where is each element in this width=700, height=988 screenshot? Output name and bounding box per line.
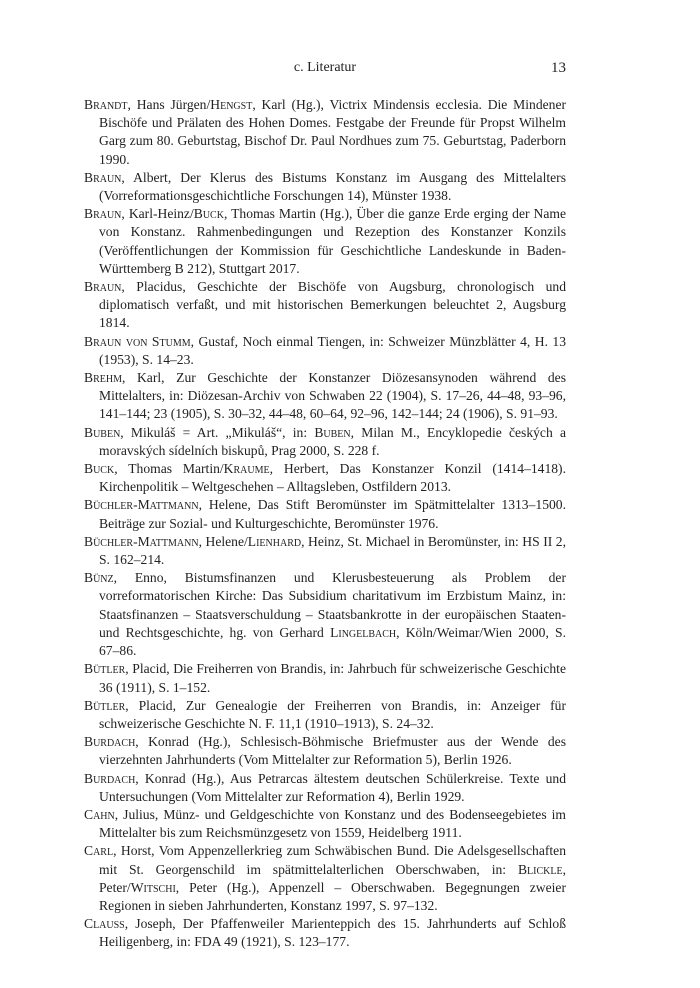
entry-author: Braun <box>84 206 122 222</box>
entry-coauthor: Buck <box>193 206 224 222</box>
entry-text: , Karl (Hg.), Victrix Mindensis ecclesia. Die Mindener Bischöfe und Prälaten des Hohen Domes. Festgabe der Freunde für Propst Wilhelm Garg zum 80. Geburtstag, Bischof Dr. Paul Nordhues zum 75. Geburtstag, Paderborn 1990. <box>99 97 567 167</box>
bibliography-entry <box>84 533 566 569</box>
entry-text: , Peter (Hg.), Appenzell – Oberschwaben. Begegnungen zweier Regionen in sieben Jahrhunderten, Konstanz 1997, S. 97–132. <box>99 879 566 913</box>
bibliography-entry <box>84 770 566 806</box>
bibliography-entry <box>84 496 566 532</box>
entry-coauthor: Witschi <box>130 879 176 895</box>
bibliography-entry <box>84 278 566 333</box>
entry-text: , Helene, Das Stift Beromünster im Spätmittelalter 1313–1500. Beiträge zur Sozial- und Kulturgeschichte, Beromünster 1976. <box>99 497 566 531</box>
bibliography-entry <box>84 733 566 769</box>
entry-text: , Hans Jürgen/ <box>127 97 211 112</box>
entry-text: , Mikuláš = Art. „Mikuláš“, in: <box>120 424 315 440</box>
entry-text: , Placid, Die Freiherren von Brandis, in: Jahrbuch für schweizerische Geschichte 36 (1911), S. 1–152. <box>99 661 566 695</box>
bibliography-entry <box>84 569 566 660</box>
entry-text: , Konrad (Hg.), Schlesisch-Böhmische Briefmuster aus der Wende des vierzehnten Jahrhunderts (Vom Mittelalter zur Reformation 5), Berlin 1926. <box>99 734 566 768</box>
bibliography-entry <box>84 660 566 696</box>
running-head <box>84 60 566 80</box>
entry-author: Buck <box>84 461 115 477</box>
entry-text: , Gustaf, Noch einmal Tiengen, in: Schweizer Münzblätter 4, H. 13 (1953), S. 14–23. <box>99 333 566 367</box>
bibliography-entry <box>84 96 566 169</box>
entry-text: , Enno, Bistumsfinanzen und Klerusbesteuerung als Problem der vorreformatorischen Kirche: Das Subsidium charitativum im Erzbistum Mainz, in: Staatsfinanzen – Staatsverschuldung – Staatsbankrotte in der europäischen Staaten- und Rechtsgeschichte, hg. von Gerhard <box>99 570 566 640</box>
entry-text: , Peter/ <box>99 861 566 895</box>
entry-author: Bütler <box>84 661 126 677</box>
entry-text: , Thomas Martin/ <box>114 461 224 477</box>
entry-author: Burdach <box>84 734 136 750</box>
bibliography-entry <box>84 205 566 278</box>
entry-text: , Herbert, Das Konstanzer Konzil (1414–1418). Kirchenpolitik – Weltgeschehen – Alltagsleben, Ostfildern 2013. <box>99 461 566 495</box>
entry-author: Carl <box>84 843 114 859</box>
entry-text: , Joseph, Der Pfaffenweiler Marienteppich des 15. Jahrhunderts auf Schloß Heiligenberg, in: FDA 49 (1921), S. 123–177. <box>99 916 566 950</box>
entry-coauthor: Buben <box>314 424 351 440</box>
entry-author: Braun von Stumm <box>84 333 191 349</box>
entry-author: Braun <box>84 169 122 185</box>
running-title: c. Literatur <box>293 60 357 75</box>
bibliography-entry <box>84 806 566 842</box>
entry-text: , Horst, Vom Appenzellerkrieg zum Schwäbischen Bund. Die Adelsgesellschaften mit St. Georgenschild im spätmittelalterlichen Oberschwaben, in: <box>99 843 566 877</box>
bibliography-entry <box>84 842 566 915</box>
entry-author: Büchler-Mattmann <box>84 497 199 513</box>
entry-author: Brehm <box>84 370 122 386</box>
page-number: 13 <box>551 60 566 76</box>
bibliography-entry <box>84 169 566 205</box>
entry-author: Cahn <box>84 806 115 822</box>
entry-author: Büchler-Mattmann <box>84 533 199 549</box>
entry-text: , Karl-Heinz/ <box>121 206 194 222</box>
entry-coauthor: Kraume <box>223 461 270 477</box>
entry-text: , Heinz, St. Michael in Beromünster, in: HS II 2, S. 162–214. <box>99 533 566 568</box>
bibliography-entry <box>84 915 566 951</box>
entry-text: , Karl, Zur Geschichte der Konstanzer Diözesansynoden während des Mittelalters, in: Diözesan-Archiv von Schwaben 22 (1904), S. 17–26, 44–48, 93–96, 141–144; 23 (1905), S. 30–32, 44–48, 60–64, 92–96, 142–144; 24 (1906), S. 91–93. <box>99 370 566 422</box>
entry-text: , Helene/ <box>198 533 248 549</box>
bibliography-entry <box>84 424 566 460</box>
bibliography-entry <box>84 460 566 496</box>
entry-author: Brandt <box>84 97 128 112</box>
entry-author: Bünz <box>84 570 114 586</box>
entry-author: Clauss <box>84 916 125 932</box>
entry-author: Bütler <box>84 697 126 713</box>
entry-text: , Konrad (Hg.), Aus Petrarcas ältestem deutschen Schülerkreise. Texte und Untersuchungen (Vom Mittelalter zur Reformation 4), Berlin 1929. <box>99 770 566 804</box>
entry-text: , Placid, Zur Genealogie der Freiherren von Brandis, in: Anzeiger für schweizerische Geschichte N. F. 11,1 (1910–1913), S. 24–32. <box>99 697 566 731</box>
entry-text: , Albert, Der Klerus des Bistums Konstanz im Ausgang des Mittelalters (Vorreformationsgeschichtliche Forschungen 14), Münster 1938. <box>99 169 566 204</box>
entry-text: , Thomas Martin (Hg.), Über die ganze Erde erging der Name von Konstanz. Rahmenbedingungen und Rezeption des Konstanzer Konzils (Veröffentlichungen der Kommission für Geschichtliche Landeskunde in Baden-Württemberg B 212), Stuttgart 2017. <box>99 206 567 276</box>
entry-author: Burdach <box>84 770 136 786</box>
entry-author: Buben <box>84 424 121 440</box>
bibliography-entry <box>84 369 566 424</box>
bibliography-entry <box>84 697 566 733</box>
entry-coauthor: Lingelbach <box>330 624 397 640</box>
bibliography-entry <box>84 333 566 369</box>
entry-coauthor: Blickle <box>517 861 563 877</box>
entry-author: Braun <box>84 279 122 295</box>
entry-coauthor: Hengst <box>210 97 253 112</box>
entry-coauthor: Lienhard <box>247 533 302 549</box>
entry-text: , Köln/Weimar/Wien 2000, S. 67–86. <box>99 624 566 659</box>
bibliography-list <box>84 96 566 952</box>
entry-text: , Julius, Münz- und Geldgeschichte von Konstanz und des Bodenseegebietes im Mittelalter bis zum Reichsmünzgesetz von 1559, Heidelberg 1911. <box>99 806 566 841</box>
entry-text: , Placidus, Geschichte der Bischöfe von Augsburg, chronologisch und diplomatisch verfaßt, und mit historischen Bemerkungen beleuchtet 2, Augsburg 1814. <box>99 279 566 331</box>
entry-text: , Milan M., Encyklopedie českých a moravských sídelních biskupů, Prag 2000, S. 228 f. <box>99 424 566 458</box>
